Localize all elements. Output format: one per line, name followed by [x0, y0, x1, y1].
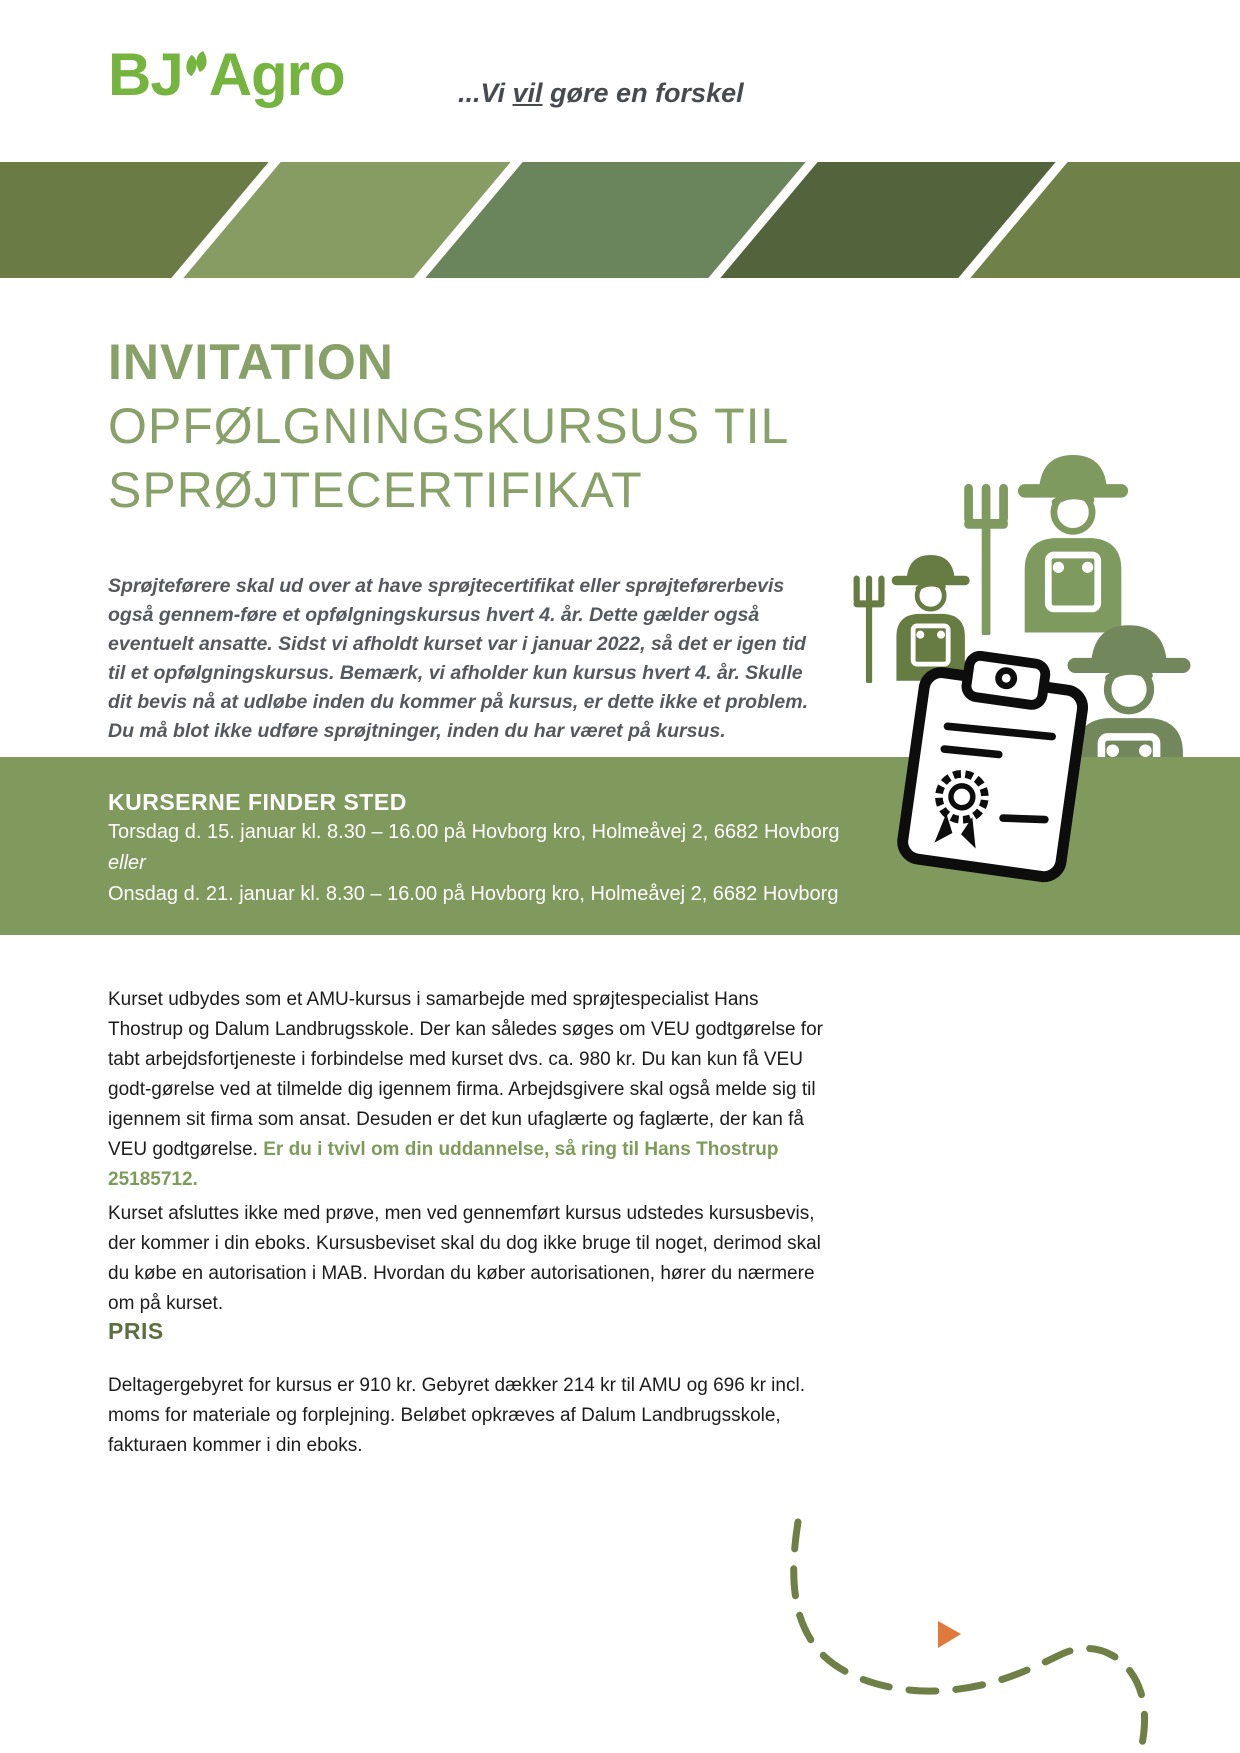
intro-paragraph: Sprøjteførere skal ud over at have sprøjtecertifikat eller sprøjteførerbevis også gennem-føre et opfølgningskursus hvert 4. år. Dette gælder også eventuelt ansatte. Sidst vi afholdt kurset var i januar 2022, så det er igen tid til et opfølgningskursus. Bemærk, vi afholder kun kursus hvert 4. år. Skulle dit bevis nå at udløbe inden du kommer på kursus, er dette ikke et problem. Du må blot ikke udføre sprøjtninger, inden du har været på kursus.	[108, 574, 809, 742]
logo-tagline: ...Vi vil gøre en forskel	[458, 78, 744, 108]
title-line-certifikat: SPRØJTECERTIFIKAT	[108, 462, 643, 518]
price-heading: PRIS	[108, 1318, 164, 1344]
logo	[108, 38, 744, 118]
course-schedule-band	[0, 757, 1240, 935]
schedule-separator: eller	[108, 852, 146, 874]
triangle-arrow-icon	[938, 1621, 961, 1648]
schedule-heading: KURSERNE FINDER STED	[108, 789, 407, 815]
title-line-kursus: OPFØLGNINGSKURSUS TIL	[108, 398, 790, 454]
body-paragraph-1: Kurset udbydes som et AMU-kursus i samarbejde med sprøjtespecialist Hans Thostrup og Dalum Landbrugsskole. Der kan således søges om VEU godtgørelse for tabt arbejdsfortjeneste i forbindelse med kurset dvs. ca. 980 kr. Du kan kun få VEU godt-gørelse ved at tilmelde dig igennem firma. Arbejdsgivere skal også melde sig til igennem sit firma som ansat. Desuden er det kun ufaglærte og faglærte, der kan få VEU godtgørelse. Er du i tvivl om din uddannelse, så ring til Hans Thostrup 25185712.	[108, 989, 823, 1190]
tagline-emphasis: vil	[512, 78, 543, 108]
diagonal-stripe-banner	[0, 162, 1240, 278]
body-paragraph-2: Kurset afsluttes ikke med prøve, men ved gennemført kursus udstedes kursusbevis, der kommer i din eboks. Kursusbeviset skal du dog ikke bruge til noget, derimod skal du købe en autorisation i MAB. Hvordan du køber autorisationen, hører du nærmere om på kurset.	[108, 1203, 821, 1314]
schedule-date-1: Torsdag d. 15. januar kl. 8.30 – 16.00 på Hovborg kro, Holmeåvej 2, 6682 Hovborg	[108, 821, 840, 843]
leaf-icon	[183, 51, 209, 81]
logo-bj: BJ	[108, 41, 183, 108]
highlight-contact-sentence: Er du i tvivl om din uddannelse, så ring til Hans Thostrup 25185712.	[108, 1139, 779, 1190]
schedule-date-2: Onsdag d. 21. januar kl. 8.30 – 16.00 på Hovborg kro, Holmeåvej 2, 6682 Hovborg	[108, 883, 839, 905]
farmer-icon	[962, 438, 1137, 635]
price-paragraph: Deltagergebyret for kursus er 910 kr. Gebyret dækker 214 kr til AMU og 696 kr incl. moms for materiale og forplejning. Beløbet opkræves af Dalum Landbrugsskole, fakturaen kommer i din eboks.	[108, 1375, 805, 1456]
invitation-title	[108, 330, 789, 522]
logo-agro: Agro	[208, 41, 345, 108]
title-line-invitation: INVITATION	[108, 334, 394, 390]
logo-text	[108, 41, 345, 108]
farmer-icon	[852, 543, 976, 683]
